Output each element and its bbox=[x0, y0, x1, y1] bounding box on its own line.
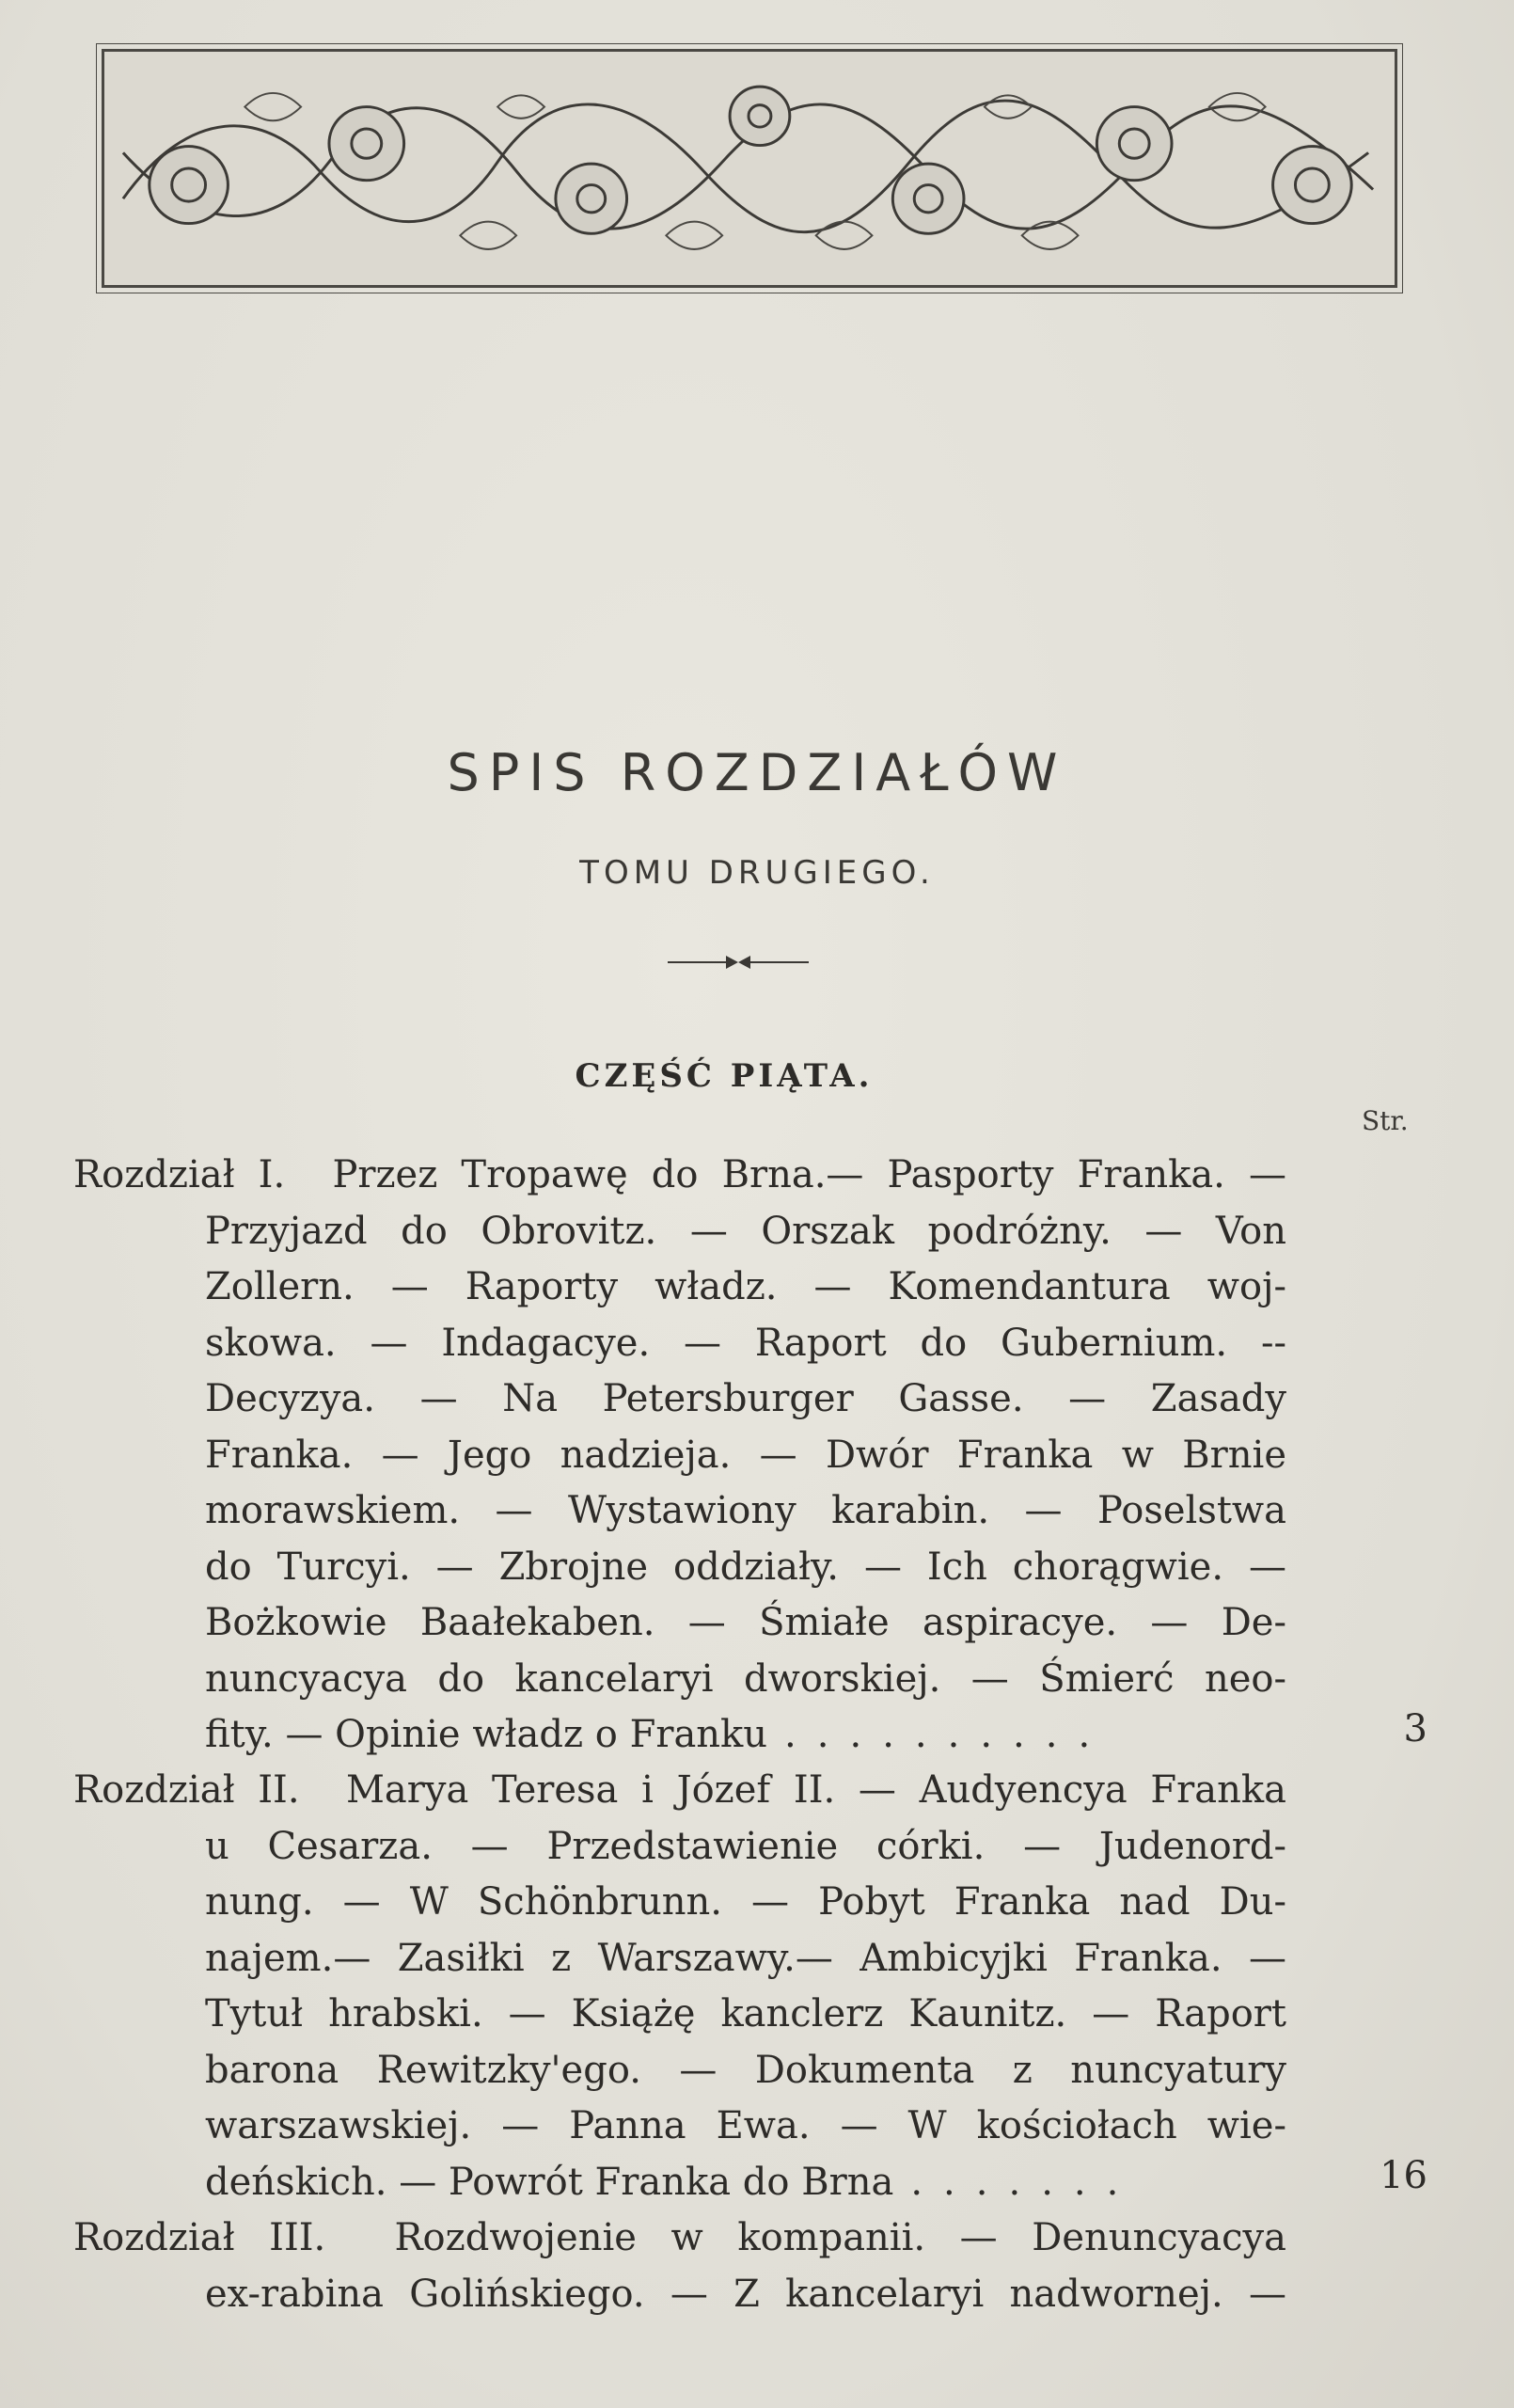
toc-line bbox=[73, 1148, 1286, 1204]
chapter-label: Rozdział II. bbox=[73, 1768, 300, 1812]
part-heading: CZĘŚĆ PIĄTA. bbox=[575, 1057, 874, 1095]
toc-line: morawskiem. — Wystawiony karabin. — Poselstwa bbox=[205, 1489, 1286, 1532]
page-subtitle: TOMU DRUGIEGO. bbox=[579, 854, 935, 892]
toc-line: skowa. — Indagacye. — Raport do Gubernium. -- bbox=[205, 1321, 1286, 1365]
toc-line bbox=[73, 1707, 1286, 1764]
dot-leader: .......... bbox=[784, 1713, 1112, 1756]
toc-line: nuncyacya do kancelaryi dworskiej. — Śmierć neo- bbox=[205, 1656, 1286, 1701]
floral-ornament-icon bbox=[104, 52, 1395, 285]
page-number: 16 bbox=[1380, 2154, 1427, 2197]
toc-line: do Turcyi. — Zbrojne oddziały. — Ich chorągwie. — bbox=[205, 1545, 1286, 1589]
chapter-label: Rozdział III. bbox=[73, 2216, 326, 2259]
toc-line: warszawskiej. — Panna Ewa. — W kościołach wie- bbox=[205, 2104, 1286, 2147]
toc-text: Marya Teresa i Józef II. — Audyencya Franka bbox=[345, 1768, 1286, 1812]
chapter-label: Rozdział I. bbox=[73, 1153, 286, 1196]
toc-line: najem.— Zasiłki z Warszawy.— Ambicyjki Franka. — bbox=[205, 1936, 1286, 1980]
toc-line: u Cesarza. — Przedstawienie córki. — Judenord- bbox=[205, 1824, 1286, 1868]
divider-ornament-icon bbox=[668, 950, 809, 974]
toc-line: Bożkowie Baałekaben. — Śmiałe aspiracye. — De- bbox=[205, 1601, 1286, 1644]
toc-line: Przyjazd do Obrovitz. — Orszak podróżny. — Von bbox=[205, 1209, 1286, 1253]
toc-text: fity. — Opinie władz o Franku bbox=[205, 1713, 768, 1756]
toc-line: Franka. — Jego nadzieja. — Dwór Franka w Brnie bbox=[205, 1433, 1286, 1477]
toc-text: deńskich. — Powrót Franka do Brna bbox=[205, 2160, 894, 2204]
toc-entry bbox=[73, 1148, 1286, 1764]
toc-line bbox=[73, 2155, 1286, 2211]
dot-leader: ....... bbox=[910, 2160, 1140, 2204]
page-column-label: Str. bbox=[1362, 1105, 1409, 1136]
page-number: 3 bbox=[1403, 1707, 1427, 1751]
ornamental-header-band bbox=[102, 49, 1397, 288]
toc-entry bbox=[73, 1763, 1286, 2210]
page-title: SPIS ROZDZIAŁÓW bbox=[447, 743, 1067, 802]
toc-line: barona Rewitzky'ego. — Dokumenta z nuncyatury bbox=[205, 2048, 1286, 2092]
toc-line: ex-rabina Golińskiego. — Z kancelaryi nadwornej. — bbox=[205, 2272, 1286, 2316]
toc-line: Decyzya. — Na Petersburger Gasse. — Zasady bbox=[205, 1377, 1286, 1420]
toc-line: nung. — W Schönbrunn. — Pobyt Franka nad Du- bbox=[205, 1880, 1286, 1924]
toc-text: Przez Tropawę do Brna.— Pasporty Franka. — bbox=[332, 1153, 1286, 1196]
toc-text: Rozdwojenie w kompanii. — Denuncyacya bbox=[394, 2216, 1286, 2259]
toc-line: Zollern. — Raporty władz. — Komendantura woj- bbox=[205, 1265, 1286, 1308]
toc-line bbox=[73, 1763, 1286, 1819]
toc-entry bbox=[73, 2210, 1286, 2322]
toc-line: Tytuł hrabski. — Książę kanclerz Kaunitz. — Raport bbox=[205, 1992, 1286, 2036]
toc-line bbox=[73, 2210, 1286, 2267]
